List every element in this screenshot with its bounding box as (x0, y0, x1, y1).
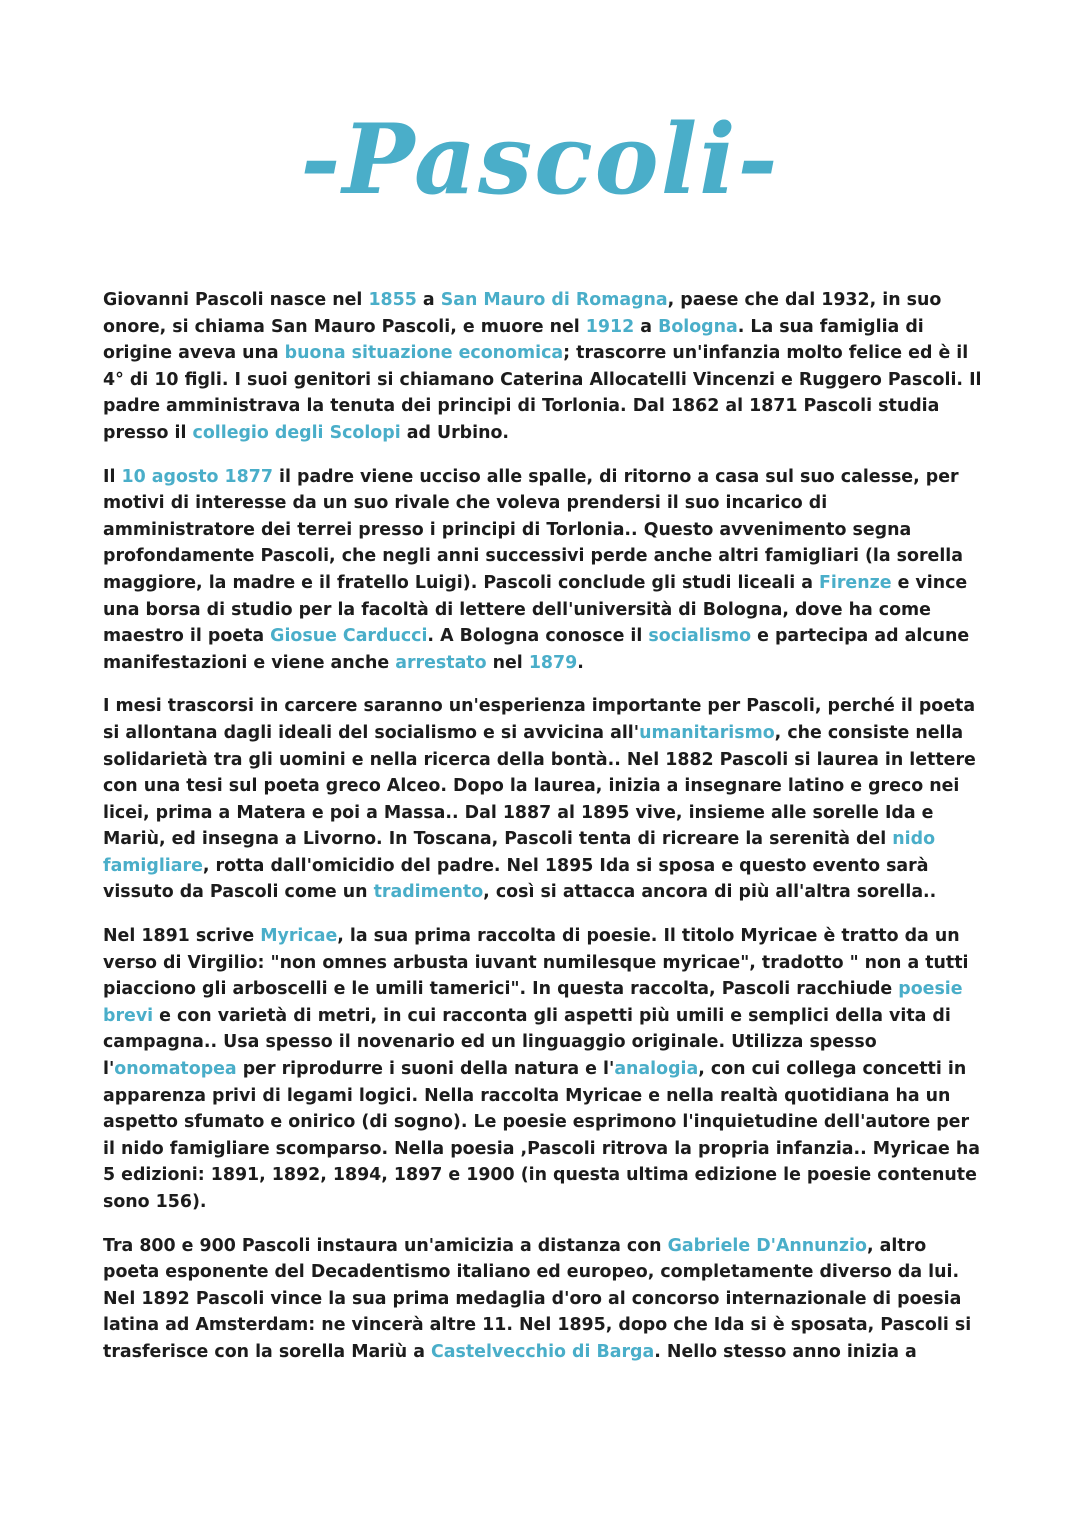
text-run: e vince una borsa di studio per la facoltà di lettere dell'università di Bologna, dove ha come maestro il poeta (103, 572, 968, 647)
highlighted-term: Castelvecchio di Barga (431, 1341, 655, 1362)
text-run: Nel 1891 scrive (103, 926, 261, 947)
text-run: . Nello stesso anno inizia a (654, 1341, 917, 1362)
highlighted-term: onomatopea (114, 1059, 237, 1080)
highlighted-term: 1879 (528, 652, 578, 673)
text-run: , con cui collega concetti in apparenza privi di legami logici. Nella raccolta Myricae e nella realtà quotidiana ha un aspetto sfumato e onirico (di sogno). Le poesie esprimono l'inquietudine dell'autore per il nido famigliare scomparso. Nella poesia ,Pascoli ritrova la propria infanzia.. Myricae ha 5 edizioni: 1891, 1892, 1894, 1897 e 1900 (in questa ultima edizione le poesie contenute sono 156). (103, 1059, 980, 1212)
highlighted-term: nido famigliare (103, 829, 936, 876)
highlighted-term: buona situazione economica (284, 343, 564, 364)
text-run: e partecipa ad alcune manifestazioni e viene anche (103, 626, 970, 673)
highlighted-term: tradimento (373, 882, 484, 903)
text-run: a (634, 316, 659, 337)
highlighted-term: Gabriele D'Annunzio (667, 1235, 867, 1256)
highlighted-term: analogia (614, 1059, 699, 1080)
paragraph (103, 287, 983, 447)
highlighted-term: 10 agosto 1877 (121, 466, 273, 487)
text-run: Il (103, 466, 122, 487)
highlighted-term: socialismo (648, 626, 752, 647)
text-run: . (577, 652, 584, 673)
text-run: , rotta dall'omicidio del padre. Nel 1895 Ida si sposa e questo evento sarà vissuto da Pascoli come un (103, 855, 929, 903)
text-run: , altro poeta esponente del Decadentismo italiano ed europeo, completamente diverso da lui. Nel 1892 Pascoli vince la sua prima medaglia d'oro al concorso internazionale di poesia latina ad Amsterdam: ne vincerà altre 11. Nel 1895, dopo che Ida si è sposata, Pascoli si trasferisce con la sorella Mariù a (103, 1235, 972, 1362)
highlighted-term: collegio degli Scolopi (192, 422, 401, 443)
highlighted-term: Bologna (658, 316, 738, 337)
text-run: , così si attacca ancora di più all'altra sorella.. (483, 882, 937, 903)
highlighted-term: Giosue Carducci (270, 626, 428, 647)
document-body (103, 287, 983, 1383)
highlighted-term: Myricae (260, 926, 338, 947)
paragraph (103, 464, 983, 677)
page-title: -Pascoli- (300, 103, 780, 216)
paragraph (103, 693, 983, 906)
highlighted-term: Firenze (819, 572, 892, 593)
text-run: nel (486, 652, 529, 673)
text-run: , che consiste nella solidarietà tra gli uomini e nella ricerca della bontà.. Nel 1882 Pascoli si laurea in lettere con una tesi sul poeta greco Alceo. Dopo la laurea, inizia a insegnare latino e greco nei licei, prima a Matera e poi a Massa.. Dal 1887 al 1895 vive, insieme alle sorelle Ida e Mariù, ed insegna a Livorno. In Toscana, Pascoli tenta di ricreare la serenità del (103, 722, 976, 850)
text-run: I mesi trascorsi in carcere saranno un'esperienza importante per Pascoli, perché il poeta si allontana dagli ideali del socialismo e si avvicina all' (103, 696, 976, 743)
text-run: , la sua prima raccolta di poesie. Il titolo Myricae è tratto da un verso di Virgilio: "non omnes arbusta iuvant numilesque myricae", tradotto " non a tutti piacciono gli arboscelli e le umili tamerici". In questa raccolta, Pascoli racchiude (103, 926, 969, 1000)
paragraph (103, 923, 983, 1216)
text-run: ad Urbino. (400, 422, 510, 443)
highlighted-term: poesie brevi (103, 979, 963, 1026)
highlighted-term: umanitarismo (639, 722, 775, 743)
text-run: Giovanni Pascoli nasce nel (103, 290, 369, 310)
text-run: per riprodurre i suoni della natura e l' (236, 1059, 615, 1080)
text-run: , paese che dal 1932, in suo onore, si chiama San Mauro Pascoli, e muore nel (103, 290, 942, 337)
text-run: . A Bologna conosce il (427, 626, 649, 647)
text-run: . La sua famiglia di origine aveva una (103, 316, 924, 364)
highlighted-term: 1855 (368, 290, 417, 310)
text-run: ; trascorre un'infanzia molto felice ed è il 4° di 10 figli. I suoi genitori si chiamano Caterina Allocatelli Vincenzi e Ruggero Pascoli. Il padre amministrava la tenuta dei principi di Torlonia. Dal 1862 al 1871 Pascoli studia presso il (103, 343, 982, 443)
text-run: Tra 800 e 900 Pascoli instaura un'amicizia a distanza con (103, 1235, 668, 1256)
paragraph (103, 1233, 983, 1366)
text-run: e con varietà di metri, in cui racconta gli aspetti più umili e semplici della vita di campagna.. Usa spesso il novenario ed un linguaggio originale. Utilizza spesso l' (103, 1005, 951, 1080)
highlighted-term: 1912 (585, 316, 635, 337)
text-run: il padre viene ucciso alle spalle, di ritorno a casa sul suo calesse, per motivi di interesse da un suo rivale che voleva prendersi il suo incarico di amministratore dei terrei presso i principi di Torlonia.. Questo avvenimento segna profondamente Pascoli, che negli anni successivi perde anche altri famigliari (la sorella maggiore, la madre e il fratello Luigi). Pascoli conclude gli studi liceali a (103, 466, 964, 593)
highlighted-term: San Mauro di Romagna (440, 290, 668, 310)
highlighted-term: arrestato (395, 652, 487, 673)
text-run: a (416, 290, 441, 310)
